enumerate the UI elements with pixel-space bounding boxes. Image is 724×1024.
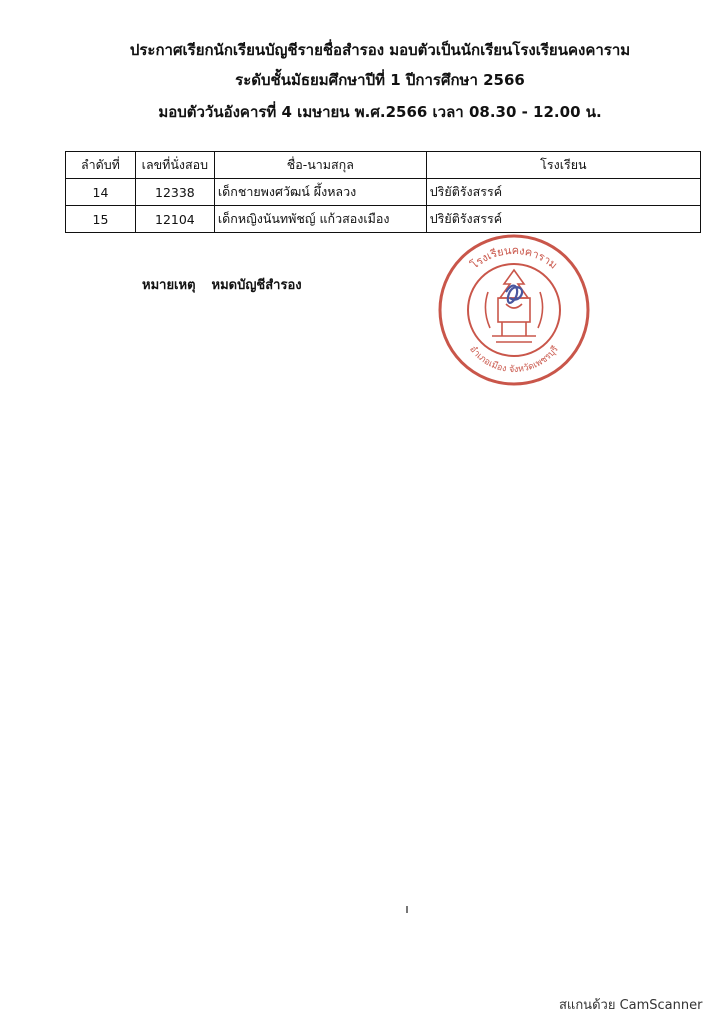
header-seat-number: เลขที่นั่งสอบ [135, 152, 214, 179]
scanner-watermark: สแกนด้วย CamScanner [559, 998, 703, 1013]
table-row [66, 179, 701, 206]
seal-emblem-icon [485, 270, 542, 342]
announcement-title: ประกาศเรียกนักเรียนบัญชีรายชื่อสำรอง มอบตัวเป็นนักเรียนโรงเรียนคงคาราม [129, 41, 631, 59]
seal-top-text: โรงเรียนคงคาราม [468, 243, 560, 272]
header-full-name: ชื่อ-นามสกุล [214, 152, 426, 179]
remark-value: หมดบัญชีสำรอง [211, 278, 302, 293]
cell-order: 15 [66, 206, 136, 233]
reporting-date-subtitle: มอบตัววันอังคารที่ 4 เมษายน พ.ศ.2566 เวลา 08.30 - 12.00 น. [158, 103, 602, 121]
cell-full-name: เด็กหญิงนันทพัชญ์ แก้วสองเมือง [214, 206, 426, 233]
remark-label: หมายเหตุ [142, 278, 196, 293]
table-row [66, 206, 701, 233]
scan-speck [406, 906, 408, 913]
seal-bottom-text: อำเภอเมือง จังหวัดเพชรบุรี [467, 344, 561, 376]
school-seal-stamp [434, 232, 594, 387]
cell-seat-number: 12338 [135, 179, 214, 206]
cell-order: 14 [66, 179, 136, 206]
seal-outer-ring [440, 236, 588, 384]
table-header-row [66, 152, 701, 179]
grade-level-subtitle: ระดับชั้นมัธยมศึกษาปีที่ 1 ปีการศึกษา 2566 [235, 71, 525, 89]
header-order: ลำดับที่ [66, 152, 136, 179]
remark-note [142, 274, 302, 295]
reserve-list-table [65, 151, 701, 233]
cell-seat-number: 12104 [135, 206, 214, 233]
cell-school: ปริยัติรังสรรค์ [426, 206, 700, 233]
header-school: โรงเรียน [426, 152, 700, 179]
cell-school: ปริยัติรังสรรค์ [426, 179, 700, 206]
signature-mark [506, 286, 522, 303]
cell-full-name: เด็กชายพงศวัฒน์ ผึ้งหลวง [214, 179, 426, 206]
